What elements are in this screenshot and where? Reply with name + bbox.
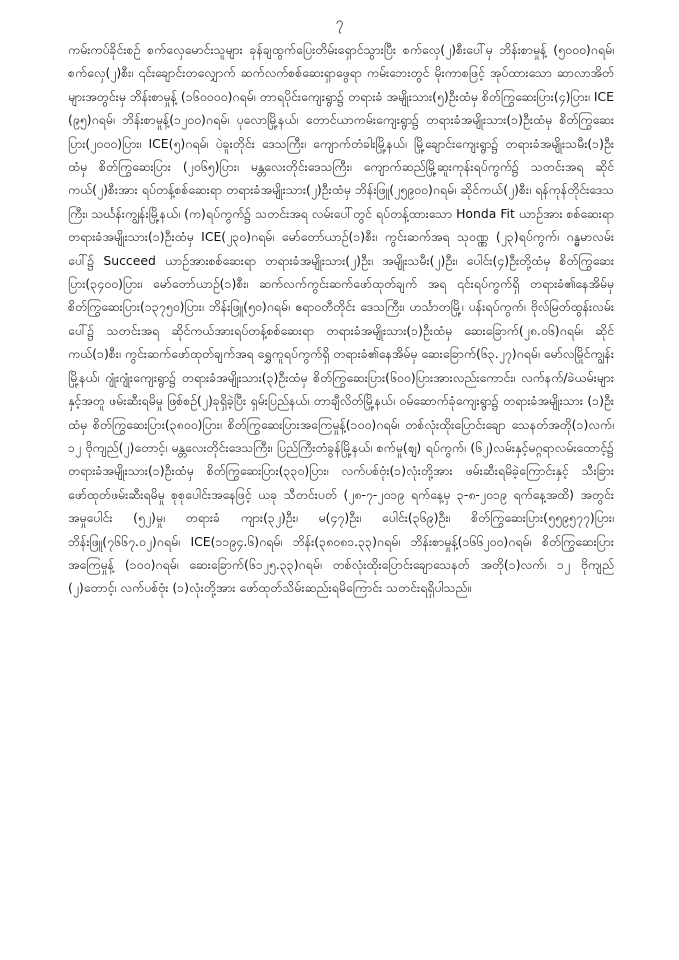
report-paragraph: ကမ်းကပ်ခိုင်းစဉ် စက်လှေမောင်းသူများ ခုန်ချထွက်ပြေးတိမ်းရှောင်သွားပြီး စက်လှေ(၂)စီးပေါ်မှ ဘိန်းစာမှုန့် (၅၀၀၀)ဂရမ်၊ စက်လှေ(၂)စီး၊ ၎င်းချောင်းတလျှောက် ဆက်လက်စစ်ဆေးရှာဖွေရာ ကမ်းဘေးတွင် မိုးကာစဖြင့် အုပ်ထားသော ဆာလာအိတ်များအတွင်းမှ ဘိန်းစာမှုန့် (၁၆၀၀၀၀)ဂရမ်၊ တာရပိုင်းကျေးရွာ၌ တရားခံ အမျိုးသား(၅)ဦးထံမှ စိတ်ကြွဆေးပြား(၄)ပြား၊ ICE (၉၅)ဂရမ်၊ ဘိန်းစာမှုန့်(၁၂၀၀)ဂရမ်၊ ပုလောမြို့နယ်၊ တောင်ယာကမ်းကျေးရွာ၌ တရားခံအမျိုးသား(၁)ဦးထံမှ စိတ်ကြွဆေးပြား(၂၀၀၀)ပြား၊ ICE(၅)ဂရမ်၊ ပဲခူးတိုင်း ဒေသကြီး၊ ကျောက်တံခါးမြို့နယ်၊ မြို့ချောင်းကျေးရွာ၌ တရားခံအမျိုးသမီး(၁)ဦးထံမှ စိတ်ကြွဆေးပြား (၂၀၆၅)ပြား၊ မန္တလေးတိုင်းဒေသကြီး၊ ကျောက်ဆည်မြို့ဆူးကုန်းရပ်ကွက်၌ သတင်းအရ ဆိုင်ကယ်(၂)စီးအား ရပ်တန့်စစ်ဆေးရာ တရားခံအမျိုးသား(၂)ဦးထံမှ ဘိန်းဖြူ(၂၅၉၀၀)ဂရမ်၊ ဆိုင်ကယ်(၂)စီး၊ ရန်ကုန်တိုင်းဒေသကြီး၊ သင်္ဃန်းကျွန်းမြို့နယ်၊ (က)ရပ်ကွက်၌ သတင်းအရ လမ်းပေါ်တွင် ရပ်တန့်ထားသော Honda Fit ယာဉ်အား စစ်ဆေးရာ တရားခံအမျိုးသား(၁)ဦးထံမှ ICE(၂၃၀)ဂရမ်၊ မော်တော်ယာဉ်(၁)စီး၊ ကွင်းဆက်အရ သုဝဏ္ဏ (၂၃)ရပ်ကွက်၊ ဂန္ဓမာလမ်းပေါ်၌ Succeed ယာဉ်အားစစ်ဆေးရာ တရားခံအမျိုးသား(၂)ဦး၊ အမျိုးသမီး(၂)ဦး၊ ပေါင်း(၄)ဦးတို့ထံမှ စိတ်ကြွဆေးပြား(၃၄၀၀)ပြား၊ မော်တော်ယာဉ်(၁)စီး၊ ဆက်လက်ကွင်းဆက်ဖော်ထုတ်ချက် အရ ၎င်းရပ်ကွက်ရှိ တရားခံ၏နေအိမ်မှ စိတ်ကြွဆေးပြား(၁၃၇၅၀)ပြား၊ ဘိန်းဖြူ(၅၀)ဂရမ်၊ ဧရာဝတီတိုင်း ဒေသကြီး၊ ဟင်္သာတမြို့၊ ပန်းရပ်ကွက်၊ ဗိုလ်မြတ်ထွန်းလမ်းပေါ်၌ သတင်းအရ ဆိုင်ကယ်အားရပ်တန့်စစ်ဆေးရာ တရားခံအမျိုးသား(၁)ဦးထံမှ ဆေးခြောက်(၂၈.၀၆)ဂရမ်၊ ဆိုင်ကယ်(၁)စီး၊ ကွင်းဆက်ဖော်ထုတ်ချက်အရ ရွှေကူရပ်ကွက်ရှိ တရားခံ၏နေအိမ်မှ ဆေးခြောက်(၆၃.၂၇)ဂရမ်၊ မော်လမြိုင်ကျွန်းမြို့နယ်၊ ဂျုံးဂျုံးကျေးရွာ၌ တရားခံအမျိုးသား(၃)ဦးထံမှ စိတ်ကြွဆေးပြား(၆၀၀)ပြားအားလည်းကောင်း၊ လက်နက်/ခဲယမ်းများနှင့်အတူ ဖမ်းဆီးရမိမှု ဖြစ်စဉ်(၂)ခုရှိခဲ့ပြီး ရှမ်းပြည်နယ်၊ တာချီလိတ်မြို့နယ်၊ ဝမ်ဆောက်ခုံကျေးရွာ၌ တရားခံအမျိုးသား (၁)ဦးထံမှ စိတ်ကြွဆေးပြား(၃၈၀၀)ပြား၊ စိတ်ကြွဆေးပြားအကြေမှုန့်(၁၀၀)ဂရမ်၊ တစ်လုံးထိုးပြောင်းချော သေနတ်အတို(၁)လက်၊ ၁၂ ဗိုကျည်(၂)တောင့်၊ မန္တလေးတိုင်းဒေသကြီး၊ ပြည်ကြီးတံခွန်မြို့နယ်၊ စက်မှု(ဈ) ရပ်ကွက်၊ (၆၂)လမ်းနှင့်မဂ္ဂရာလမ်းထောင့်၌ တရားခံအမျိုးသား(၁)ဦးထံမှ စိတ်ကြွဆေးပြား(၃၃၀)ပြား၊ လက်ပစ်ဗုံး(၁)လုံးတို့အား ဖမ်းဆီးရမိခဲ့ကြောင်းနှင့် သီးခြားဖော်ထုတ်ဖမ်းဆီးရမိမှု စုစုပေါင်းအနေဖြင့် ယခု သီတင်းပတ် (၂၈-၇-၂၀၁၉ ရက်နေ့မှ ၃-၈-၂၀၁၉ ရက်နေ့အထိ) အတွင်း အမှုပေါင်း (၅၂)မှု၊ တရားခံ ကျား(၃၂)ဦး၊ မ(၄၇)ဦး၊ ပေါင်း(၃၆၉)ဦး၊ စိတ်ကြွဆေးပြား(၅၅၉၅၇၇)ပြား၊ ဘိန်းဖြူ(၇၆၆၇.၀၂)ဂရမ်၊ ICE(၁၁၉၄.၆)ဂရမ်၊ ဘိန်း(၃၈၀၈၁.၃၃)ဂရမ်၊ ဘိန်းစာမှုန့်(၁၆၆၂၀၀)ဂရမ်၊ စိတ်ကြွဆေးပြားအကြေမှုန့် (၁၀၀)ဂရမ်၊ ဆေးခြောက်(၆၁၂၅.၃၃)ဂရမ်၊ တစ်လုံးထိုးပြောင်းချောသေနတ် အတို(၁)လက်၊ ၁၂ ဗိုကျည် (၂)တောင့်၊ လက်ပစ်ဗုံး (၁)လုံးတို့အား ဖော်ထုတ်သိမ်းဆည်းရမိကြောင်း သတင်းရရှိပါသည်။: [68, 42, 614, 596]
page-number: ၇: [335, 15, 344, 31]
